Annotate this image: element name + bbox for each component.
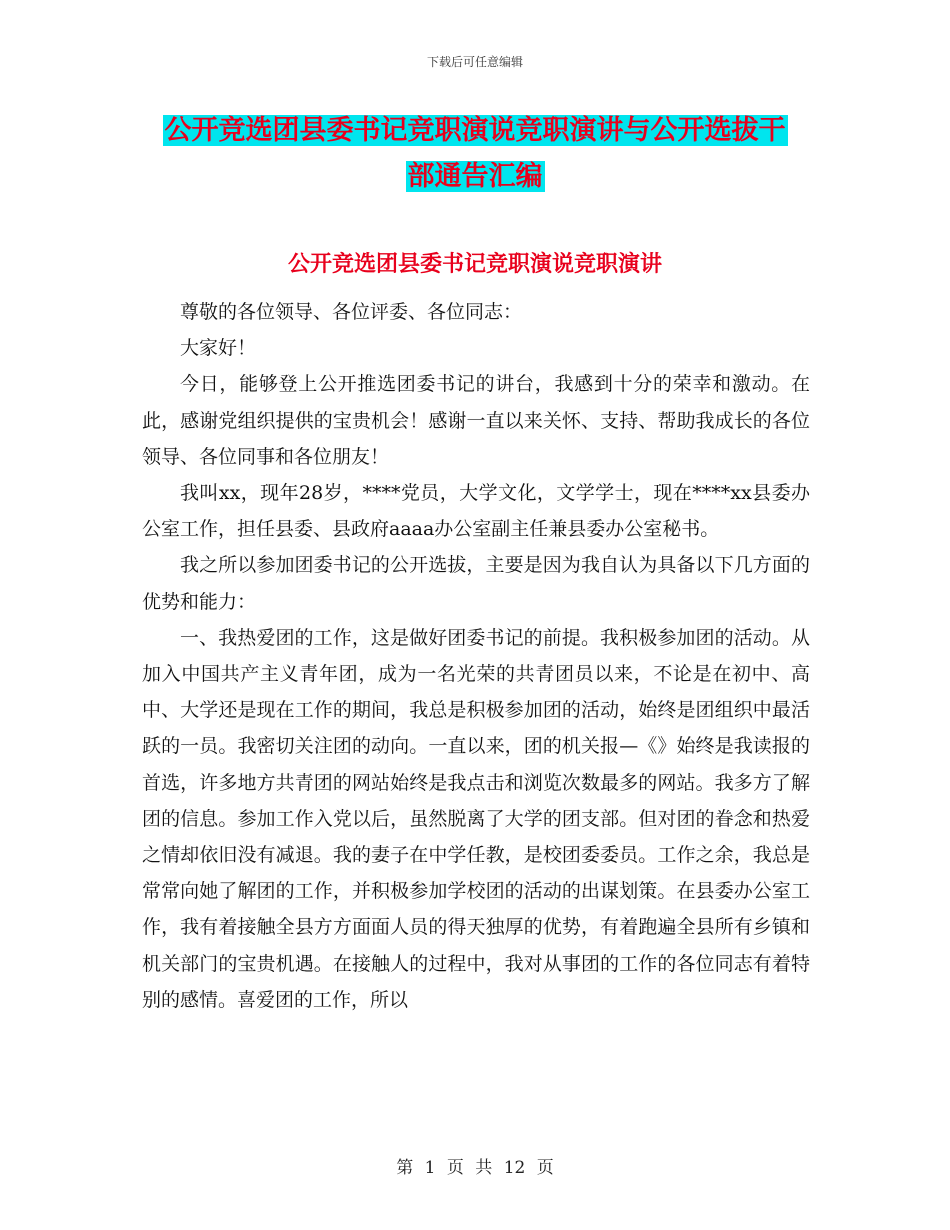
document-title xyxy=(140,108,810,200)
paragraph: 我之所以参加团委书记的公开选拔，主要是因为我自认为具备以下几方面的优势和能力： xyxy=(142,554,810,613)
paragraph: 一、我热爱团的工作，这是做好团委书记的前提。我积极参加团的活动。从加入中国共产主义青年团，成为一名光荣的共青团员以来，不论是在初中、高中、大学还是现在工作的期间，我总是积极参加团的活动，始终是团组织中最活跃的一员。我密切关注团的动向。一直以来，团的机关报—《》始终是我读报的首选，许多地方共青团的网站始终是我点击和浏览次数最多的网站。我多方了解团的信息。参加工作入党以后，虽然脱离了大学的团支部。但对团的眷念和热爱之情却依旧没有减退。我的妻子在中学任教，是校团委委员。工作之余，我总是常常向她了解团的工作，并积极参加学校团的活动的出谋划策。在县委办公室工作，我有着接触全县方方面面人员的得天独厚的优势，有着跑遍全县所有乡镇和机关部门的宝贵机遇。在接触人的过程中，我对从事团的工作的各位同志有着特别的感情。喜爱团的工作，所以 xyxy=(142,626,810,1011)
section-title: 公开竞选团县委书记竞职演说竞职演讲 xyxy=(287,252,662,277)
paragraph: 我叫xx，现年28岁，****党员，大学文化，文学学士，现在****xx县委办公室工作，担任县委、县政府aaaa办公室副主任兼县委办公室秘书。 xyxy=(142,482,810,541)
title-line-2: 部通告汇编 xyxy=(407,161,543,192)
page-footer: 第 1 页 共 12 页 xyxy=(396,1158,554,1178)
paragraph-greeting: 大家好！ xyxy=(180,337,257,360)
title-line-1: 公开竞选团县委书记竞职演说竞职演讲与公开选拔干 xyxy=(164,115,786,146)
header-note: 下载后可任意编辑 xyxy=(426,55,523,69)
body-text xyxy=(142,294,810,1018)
paragraph-salutation: 尊敬的各位领导、各位评委、各位同志： xyxy=(180,301,523,323)
paragraph: 今日，能够登上公开推选团委书记的讲台，我感到十分的荣幸和激动。在此，感谢党组织提供的宝贵机会！感谢一直以来关怀、支持、帮助我成长的各位领导、各位同事和各位朋友！ xyxy=(142,373,810,468)
